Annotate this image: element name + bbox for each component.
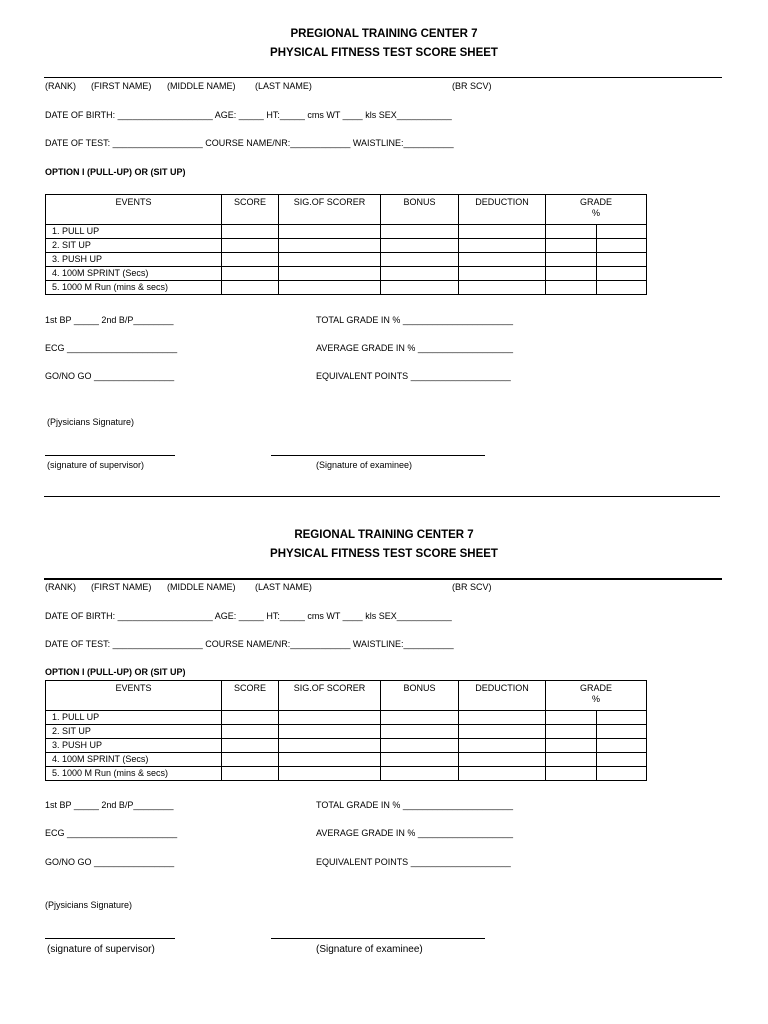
score-cell[interactable] [222,267,279,281]
deduction-cell[interactable] [459,253,546,267]
table-row [46,739,647,753]
grade-cell[interactable] [546,225,597,239]
table-header-row [46,195,647,225]
bonus-cell[interactable] [381,753,459,767]
bonus-cell[interactable] [381,767,459,781]
sheet-title: REGIONAL TRAINING CENTER 7 [294,529,474,541]
score-cell[interactable] [222,253,279,267]
event-name: 5. 1000 M Run (mins & secs) [46,281,222,295]
grade-percent-cell[interactable] [597,225,647,239]
header-events: EVENTS [46,681,222,711]
grade-percent-cell[interactable] [597,739,647,753]
table-row [46,753,647,767]
header-score: SCORE [222,195,279,225]
header-grade-label: GRADE [580,197,613,207]
score-cell[interactable] [222,711,279,725]
deduction-cell[interactable] [459,767,546,781]
deduction-cell[interactable] [459,267,546,281]
event-name: 3. PUSH UP [46,739,222,753]
label-br-scv: (BR SCV) [452,582,492,592]
deduction-cell[interactable] [459,225,546,239]
grade-cell[interactable] [546,767,597,781]
table-row [46,239,647,253]
table-row [46,253,647,267]
grade-percent-cell[interactable] [597,767,647,781]
option-heading: OPTION I (PULL-UP) OR (SIT UP) [45,667,186,677]
grade-cell[interactable] [546,239,597,253]
label-first-name: (FIRST NAME) [91,81,152,91]
event-name: 5. 1000 M Run (mins & secs) [46,767,222,781]
sig-cell[interactable] [279,225,381,239]
sig-cell[interactable] [279,281,381,295]
header-score: SCORE [222,681,279,711]
header-grade [546,681,647,711]
sig-cell[interactable] [279,739,381,753]
grade-percent-cell[interactable] [597,253,647,267]
table-header-row [46,681,647,711]
grade-percent-cell[interactable] [597,725,647,739]
supervisor-signature-label: (signature of supervisor) [47,460,145,470]
event-name: 4. 100M SPRINT (Secs) [46,267,222,281]
equivalent-points-line: EQUIVALENT POINTS ____________________ [316,371,511,381]
equivalent-points-line: EQUIVALENT POINTS ____________________ [316,857,511,867]
score-table [45,194,647,295]
table-row [46,281,647,295]
score-cell[interactable] [222,281,279,295]
name-line [44,578,722,580]
name-line [44,77,722,78]
grade-percent-cell[interactable] [597,281,647,295]
deduction-cell[interactable] [459,281,546,295]
label-middle-name: (MIDDLE NAME) [167,81,236,91]
bonus-cell[interactable] [381,253,459,267]
examinee-signature-line [271,455,485,456]
go-no-go-line: GO/NO GO ________________ [45,857,175,867]
grade-percent-cell[interactable] [597,239,647,253]
score-cell[interactable] [222,725,279,739]
average-grade-line: AVERAGE GRADE IN % ___________________ [316,343,513,353]
event-name: 1. PULL UP [46,225,222,239]
grade-cell[interactable] [546,753,597,767]
header-bonus: BONUS [381,195,459,225]
score-cell[interactable] [222,239,279,253]
average-grade-line: AVERAGE GRADE IN % ___________________ [316,828,513,838]
sig-cell[interactable] [279,767,381,781]
score-cell[interactable] [222,739,279,753]
sig-cell[interactable] [279,267,381,281]
header-grade-unit: % [592,694,601,704]
deduction-cell[interactable] [459,739,546,753]
blood-pressure-line: 1st BP _____ 2nd B/P________ [45,315,174,325]
event-name: 2. SIT UP [46,239,222,253]
score-table [45,680,647,781]
label-rank: (RANK) [45,81,76,91]
physician-signature-label: (Pjysicians Signature) [47,417,135,427]
header-sig-of-scorer: SIG.OF SCORER [279,195,381,225]
score-cell[interactable] [222,225,279,239]
score-cell[interactable] [222,767,279,781]
ecg-line: ECG ______________________ [45,343,178,353]
supervisor-signature-line [45,938,175,939]
table-row [46,725,647,739]
grade-percent-cell[interactable] [597,267,647,281]
sig-cell[interactable] [279,253,381,267]
deduction-cell[interactable] [459,239,546,253]
table-row [46,225,647,239]
bonus-cell[interactable] [381,267,459,281]
event-name: 2. SIT UP [46,725,222,739]
total-grade-line: TOTAL GRADE IN % ______________________ [316,800,513,810]
grade-percent-cell[interactable] [597,711,647,725]
sig-cell[interactable] [279,753,381,767]
physician-signature-label: (Pjysicians Signature) [45,900,133,910]
label-br-scv: (BR SCV) [452,81,492,91]
option-heading: OPTION I (PULL-UP) OR (SIT UP) [45,167,186,177]
grade-cell[interactable] [546,711,597,725]
header-grade-unit: % [592,208,601,218]
grade-cell[interactable] [546,725,597,739]
label-rank: (RANK) [45,582,76,592]
event-name: 4. 100M SPRINT (Secs) [46,753,222,767]
date-of-birth-line: DATE OF BIRTH: ___________________ AGE: _____ HT:_____ cms WT ____ kls SEX___________ [45,110,452,120]
label-last-name: (LAST NAME) [255,81,312,91]
label-first-name: (FIRST NAME) [91,582,152,592]
event-name: 3. PUSH UP [46,253,222,267]
label-middle-name: (MIDDLE NAME) [167,582,236,592]
grade-cell[interactable] [546,739,597,753]
deduction-cell[interactable] [459,725,546,739]
bonus-cell[interactable] [381,239,459,253]
sheet-subtitle: PHYSICAL FITNESS TEST SCORE SHEET [270,47,498,59]
grade-cell[interactable] [546,267,597,281]
deduction-cell[interactable] [459,753,546,767]
bonus-cell[interactable] [381,225,459,239]
header-events: EVENTS [46,195,222,225]
table-row [46,767,647,781]
examinee-signature-label: (Signature of examinee) [316,460,413,470]
bonus-cell[interactable] [381,281,459,295]
header-deduction: DEDUCTION [459,195,546,225]
sheet-subtitle: PHYSICAL FITNESS TEST SCORE SHEET [270,548,498,560]
date-of-test-line: DATE OF TEST: __________________ COURSE NAME/NR:____________ WAISTLINE:__________ [45,639,454,649]
supervisor-signature-line [45,455,175,456]
grade-cell[interactable] [546,281,597,295]
label-last-name: (LAST NAME) [255,582,312,592]
sig-cell[interactable] [279,711,381,725]
date-of-birth-line: DATE OF BIRTH: ___________________ AGE: _____ HT:_____ cms WT ____ kls SEX___________ [45,611,452,621]
examinee-signature-line [271,938,485,939]
date-of-test-line: DATE OF TEST: __________________ COURSE NAME/NR:____________ WAISTLINE:__________ [45,138,454,148]
bonus-cell[interactable] [381,711,459,725]
total-grade-line: TOTAL GRADE IN % ______________________ [316,315,513,325]
header-grade [546,195,647,225]
deduction-cell[interactable] [459,711,546,725]
grade-cell[interactable] [546,253,597,267]
header-grade-label: GRADE [580,683,613,693]
table-row [46,711,647,725]
grade-percent-cell[interactable] [597,753,647,767]
bonus-cell[interactable] [381,739,459,753]
event-name: 1. PULL UP [46,711,222,725]
examinee-signature-label: (Signature of examinee) [316,944,423,955]
go-no-go-line: GO/NO GO ________________ [45,371,175,381]
sheet-title: PREGIONAL TRAINING CENTER 7 [290,28,478,40]
sig-cell[interactable] [279,725,381,739]
header-sig-of-scorer: SIG.OF SCORER [279,681,381,711]
sig-cell[interactable] [279,239,381,253]
header-deduction: DEDUCTION [459,681,546,711]
table-row [46,267,647,281]
score-cell[interactable] [222,753,279,767]
header-bonus: BONUS [381,681,459,711]
cut-line-divider [44,496,720,497]
supervisor-signature-label: (signature of supervisor) [47,944,155,955]
blood-pressure-line: 1st BP _____ 2nd B/P________ [45,800,174,810]
bonus-cell[interactable] [381,725,459,739]
ecg-line: ECG ______________________ [45,828,178,838]
